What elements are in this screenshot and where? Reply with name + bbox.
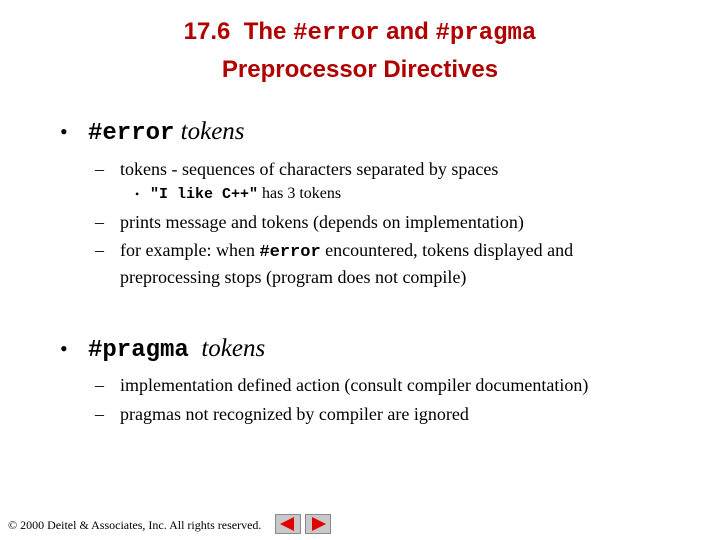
pragma-sub-2 — [95, 401, 469, 427]
error-sub-3 — [95, 237, 573, 266]
error-keyword: #error — [88, 120, 175, 147]
error-sub-3-code: #error — [259, 243, 321, 262]
pragma-keyword: #pragma — [88, 337, 189, 364]
dash-marker: – — [95, 375, 104, 395]
left-arrow-icon — [276, 515, 300, 533]
title-line-1 — [0, 14, 720, 52]
dash-marker: – — [95, 404, 104, 424]
previous-slide-button[interactable] — [275, 514, 301, 534]
title-line-2: Preprocessor Directives — [221, 56, 499, 83]
bullet-dot: • — [60, 119, 68, 144]
error-example — [135, 183, 341, 206]
dash-marker: – — [95, 212, 104, 232]
bullet-dot: • — [60, 336, 68, 361]
error-sub-1-text: tokens - sequences of characters separated by spaces — [120, 159, 499, 179]
title-the: The — [243, 18, 287, 45]
title-number: 17.6 — [183, 18, 231, 45]
example-text: has 3 tokens — [262, 185, 342, 202]
error-tokens-label: tokens — [180, 118, 245, 145]
footer-copyright: © 2000 Deitel & Associates, Inc. All rights reserved. — [8, 518, 262, 532]
bullet-pragma — [60, 334, 265, 366]
error-sub-2-text: prints message and tokens (depends on implementation) — [120, 212, 524, 232]
bullet-error — [60, 117, 245, 149]
error-sub-2 — [95, 209, 524, 235]
dash-marker: – — [95, 159, 104, 179]
right-arrow-icon — [306, 515, 330, 533]
error-sub-3-continuation: preprocessing stops (program does not compile) — [120, 267, 467, 287]
title-keyword-error: #error — [293, 20, 380, 47]
title-keyword-pragma: #pragma — [435, 20, 537, 47]
dash-marker: – — [95, 240, 104, 260]
pragma-sub-1 — [95, 372, 588, 398]
slide-title — [0, 14, 720, 88]
title-and: and — [386, 18, 429, 45]
small-bullet-dot: • — [135, 187, 140, 201]
error-sub-1 — [95, 156, 498, 182]
error-sub-3-pre: for example: when — [120, 240, 255, 260]
example-code: "I like C++" — [150, 186, 259, 203]
next-slide-button[interactable] — [305, 514, 331, 534]
pragma-tokens-label: tokens — [201, 335, 266, 362]
pragma-sub-2-text: pragmas not recognized by compiler are ignored — [120, 404, 469, 424]
pragma-sub-1-text: implementation defined action (consult compiler documentation) — [120, 375, 589, 395]
error-sub-3-post: encountered, tokens displayed and — [325, 240, 574, 260]
